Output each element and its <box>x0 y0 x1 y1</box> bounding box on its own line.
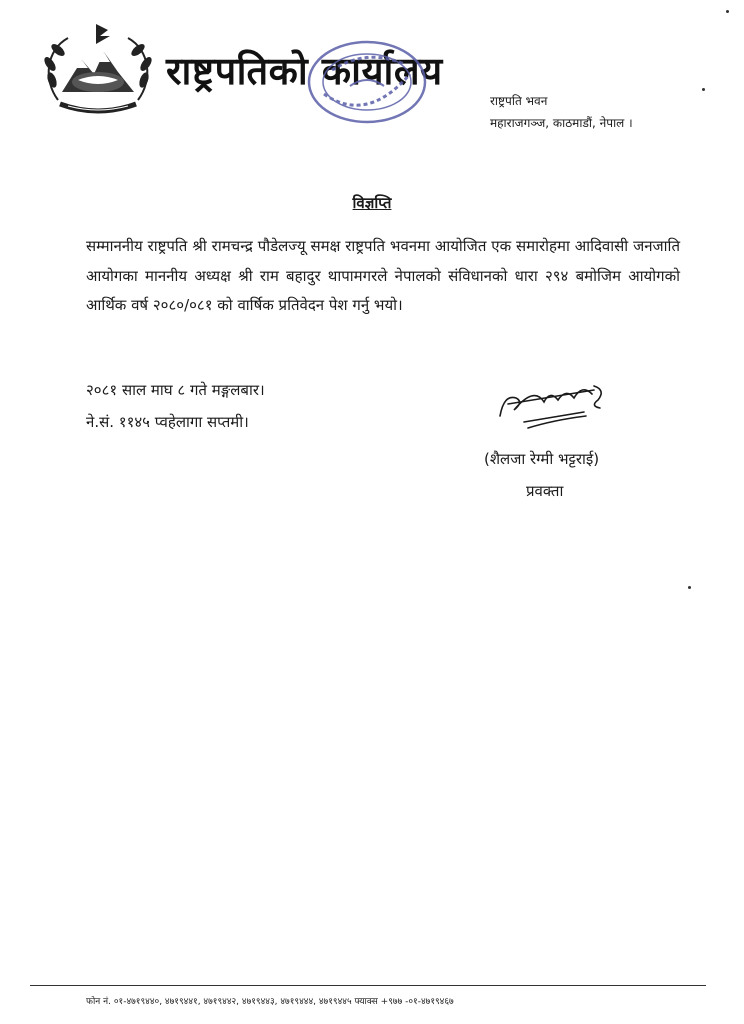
office-seal-stamp-icon <box>292 34 442 130</box>
address-line-2: महाराजगञ्ज, काठमाडौं, नेपाल । <box>490 116 633 130</box>
nepal-government-emblem-icon <box>38 20 158 120</box>
signatory-name: (शैलजा रेग्मी भट्टराई) <box>484 450 600 468</box>
notice-heading: विज्ञप्ति <box>352 194 392 212</box>
notice-body: सम्माननीय राष्ट्रपति श्री रामचन्द्र पौडेलज्यू समक्ष राष्ट्रपति भवनमा आयोजित एक समारोहमा आदिवासी जनजाति आयोगका माननीय अध्यक्ष श्री राम बहादुर थापामगरले नेपालको संविधानको धारा २९४ बमोजिम आयोगको आर्थिक वर्ष २०८०/०८१ को वार्षिक प्रतिवेदन पेश गर्नु भयो। <box>86 237 680 314</box>
office-title: राष्ट्रपतिको कार्यालय <box>166 49 443 93</box>
scan-speck <box>688 586 691 589</box>
footer-divider <box>30 985 706 986</box>
date-bikram-sambat: २०८१ साल माघ ८ गते मङ्गलबार। <box>86 381 265 399</box>
handwritten-signature-icon <box>494 376 614 432</box>
footer-contact: फोन नं. ०१-४७१९४४०, ४७१९४४१, ४७१९४४२, ४७१९४४३, ४७१९४४४, ४७१९४४५ फ्याक्स +९७७ -०१-४७१९४६७ <box>86 997 454 1007</box>
scan-speck <box>726 10 729 13</box>
signatory-title: प्रवक्ता <box>526 482 564 500</box>
date-nepal-sambat: ने.सं. ११४५ प्वहेलागा सप्तमी। <box>86 413 249 431</box>
address-line-1: राष्ट्रपति भवन <box>490 94 548 108</box>
scan-speck <box>702 88 705 91</box>
